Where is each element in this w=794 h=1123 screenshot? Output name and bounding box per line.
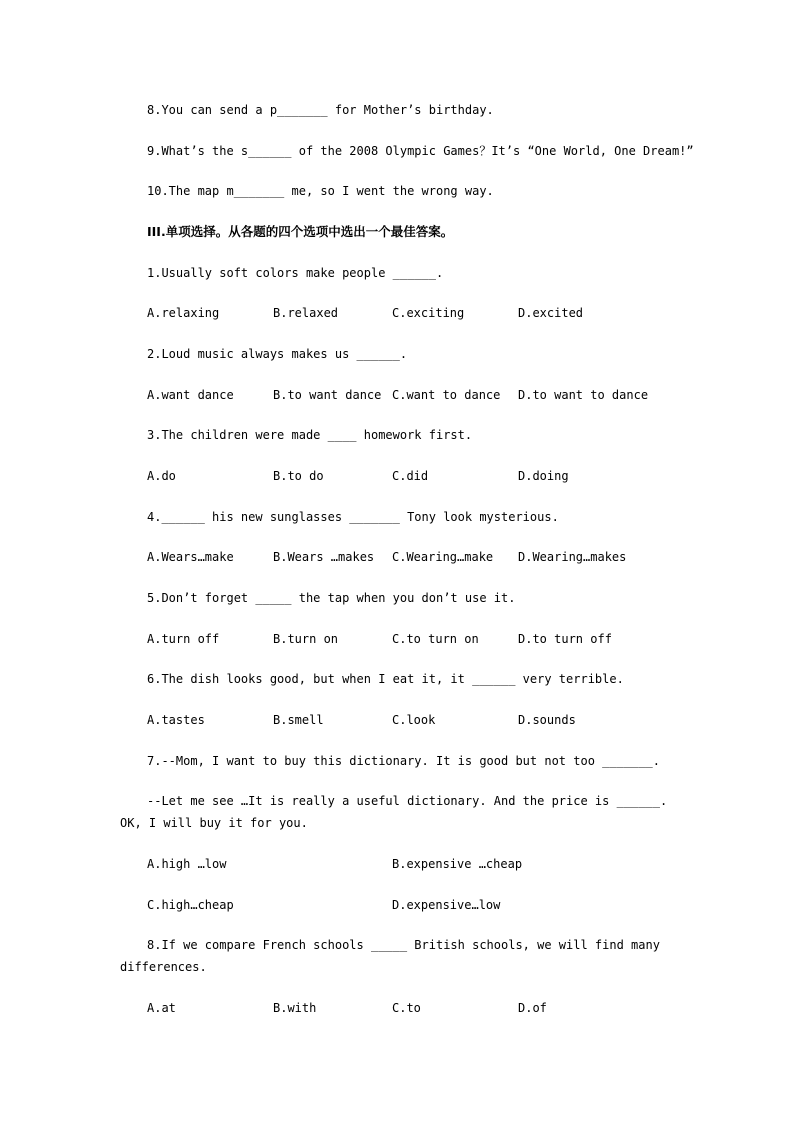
question-6-option-d: D.sounds [518, 713, 576, 727]
question-8-stem: 8.If we compare French schools _____ British schools, we will find many differences. [120, 938, 660, 974]
question-2-option-d: D.to want to dance [518, 388, 649, 402]
question-3-option-c: C.did [392, 469, 429, 483]
question-1-option-c: C.exciting [392, 306, 465, 320]
question-6-option-b: B.smell [273, 713, 324, 727]
question-7-option-b: B.expensive …cheap [392, 857, 523, 871]
question-3-option-d: D.doing [518, 469, 569, 483]
question-4-option-a: A.Wears…make [147, 550, 234, 564]
question-7-reply: --Let me see …It is really a useful dictionary. And the price is ______. OK, I will buy it for you. [120, 794, 668, 830]
question-7-option-a: A.high …low [147, 857, 227, 871]
question-4-option-c: C.Wearing…make [392, 550, 494, 564]
question-4-option-b: B.Wears …makes [273, 550, 375, 564]
question-1-option-a: A.relaxing [147, 306, 220, 320]
question-5-option-a: A.turn off [147, 632, 220, 646]
section-heading: III.单项选择。从各题的四个选项中选出一个最佳答案。 [147, 224, 454, 239]
question-7-option-d: D.expensive…low [392, 898, 501, 912]
question-2-option-a: A.want dance [147, 388, 234, 402]
question-1-option-d: D.excited [518, 306, 584, 320]
question-5-option-b: B.turn on [273, 632, 339, 646]
question-6-stem: 6.The dish looks good, but when I eat it, it ______ very terrible. [147, 672, 624, 686]
question-7-stem: 7.--Mom, I want to buy this dictionary. It is good but not too _______. [147, 754, 660, 768]
question-1-option-b: B.relaxed [273, 306, 339, 320]
question-5-option-c: C.to turn on [392, 632, 479, 646]
question-7-option-c: C.high…cheap [147, 898, 234, 912]
question-6-option-a: A.tastes [147, 713, 205, 727]
question-2-option-b: B.to want dance [273, 388, 382, 402]
question-2-stem: 2.Loud music always makes us ______. [147, 347, 408, 361]
question-3-stem: 3.The children were made ____ homework first. [147, 428, 473, 442]
question-8-option-d: D.of [518, 1001, 547, 1015]
question-2-option-c: C.want to dance [392, 388, 501, 402]
question-8-option-a: A.at [147, 1001, 176, 1015]
question-8-option-b: B.with [273, 1001, 317, 1015]
question-6-option-c: C.look [392, 713, 436, 727]
question-4-option-d: D.Wearing…makes [518, 550, 627, 564]
question-9-fill-in: 9.What’s the s______ of the 2008 Olympic Games？It’s “One World, One Dream!” [147, 144, 694, 158]
question-8-fill-in: 8.You can send a p_______ for Mother’s birthday. [147, 103, 494, 117]
question-3-option-b: B.to do [273, 469, 324, 483]
question-5-stem: 5.Don’t forget _____ the tap when you don’t use it. [147, 591, 516, 605]
question-1-stem: 1.Usually soft colors make people ______. [147, 266, 444, 280]
question-3-option-a: A.do [147, 469, 176, 483]
question-4-stem: 4.______ his new sunglasses _______ Tony look mysterious. [147, 510, 559, 524]
question-5-option-d: D.to turn off [518, 632, 612, 646]
question-8-option-c: C.to [392, 1001, 421, 1015]
question-10-fill-in: 10.The map m_______ me, so I went the wrong way. [147, 184, 494, 198]
